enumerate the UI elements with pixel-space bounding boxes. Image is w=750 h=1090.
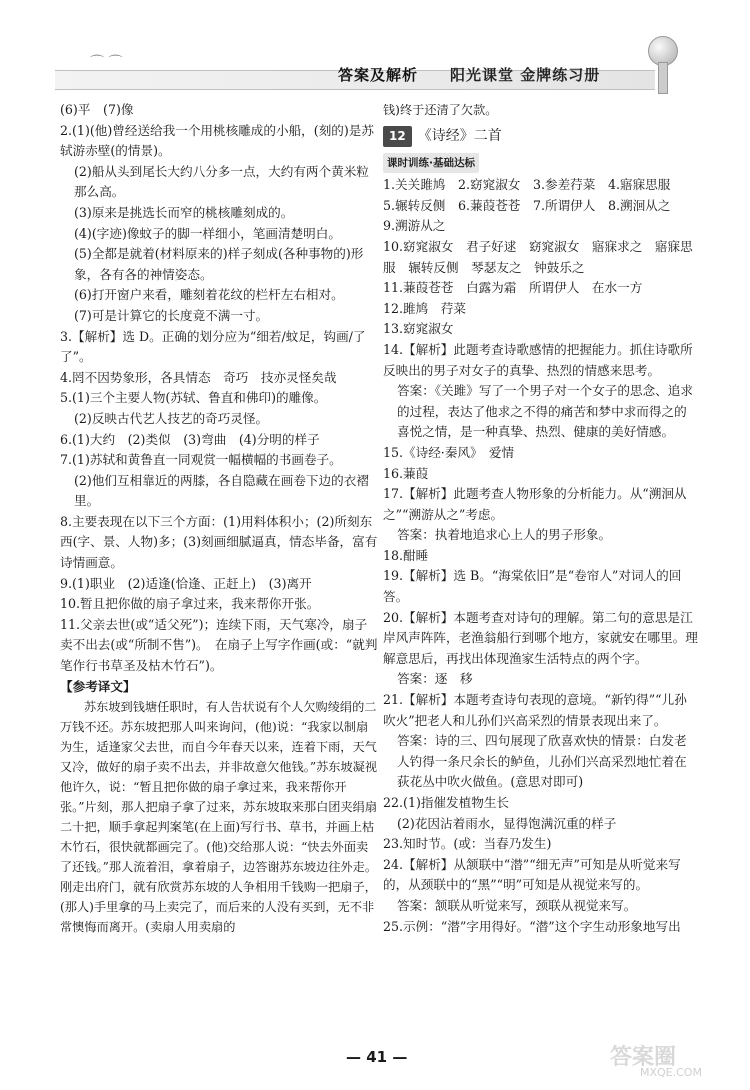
answer-line: 4.罔不因势象形，各具情态 奇巧 技亦灵怪矣哉 xyxy=(60,369,337,385)
answer-line: 18.酣睡 xyxy=(383,547,429,563)
header-brand: 阳光课堂 金牌练习册 xyxy=(450,66,601,84)
answer-line: (2)反映古代艺人技艺的奇巧灵怪。 xyxy=(74,410,269,426)
answer-line: 24.【解析】从颔联中“潜”“细无声”可知是从听觉来写的，从颈联中的“黑”“明”可知是从视觉来写的。 xyxy=(383,856,681,893)
answer-line: 21.【解析】本题考查诗句表现的意境。“新钓得”“儿孙吹火”把老人和儿孙们兴高采烈的情景表现出来了。 xyxy=(383,692,687,728)
answer-line: 答案：《关雎》写了一个男子对一个女子的思念、追求的过程，表达了他求之不得的痛苦和梦中求而得之的喜悦之情，是一种真挚、热烈、健康的美好情感。 xyxy=(397,383,693,440)
answer-line: 14.【解析】此题考查诗歌感情的把握能力。抓住诗歌所反映出的男子对女子的真挚、热烈的情感来思考。 xyxy=(383,341,693,378)
right-column xyxy=(383,100,698,937)
answer-line: (2)船从头到尾长大约八分多一点，大约有两个黄米粒那么高。 xyxy=(74,163,369,200)
answer-line: 20.【解析】本题考查对诗句的理解。第二句的意思是江岸风声阵阵，老渔翁船行到哪个地方，家就安在哪里。理解意思后，再找出体现渔家生活特点的两个字。 xyxy=(383,609,698,666)
answer-line: 15.《诗经·秦风》 爱情 xyxy=(383,444,515,460)
answer-line: 5.(1)三个主要人物(苏轼、鲁直和佛印)的雕像。 xyxy=(60,390,327,406)
answer-line: 12.雎鸠 荇菜 xyxy=(383,300,466,316)
answer-line: 10.暂且把你做的扇子拿过来，我来帮你开张。 xyxy=(60,596,320,612)
answer-line: (2)他们互相靠近的两膝，各自隐藏在画卷下边的衣褶里。 xyxy=(74,472,369,509)
answer-line: 6.(1)大约 (2)类似 (3)弯曲 (4)分明的样子 xyxy=(60,431,320,447)
answer-line: 22.(1)指催发植物生长 xyxy=(383,795,510,810)
answer-line: 23.知时节。(或：当春乃发生) xyxy=(383,836,552,852)
answer-line: 答案：诗的三、四句展现了欣喜欢快的情景：白发老人钓得一条尺余长的鲈鱼，儿孙们兴高采烈地忙着在荻花丛中吹火做鱼。(意思对即可) xyxy=(397,733,687,790)
page-number: — 41 — xyxy=(346,1048,408,1066)
section-header xyxy=(383,126,698,147)
answer-line: 答案：颔联从听觉来写，颈联从视觉来写。 xyxy=(397,897,637,913)
answer-line: 8.主要表现在以下三个方面：(1)用料体积小；(2)所刻东西(字、景、人物)多；(3)刻画细腻逼真，情态毕备，富有诗情画意。 xyxy=(60,513,378,571)
answer-line: 5.辗转反侧 6.蒹葭苍苍 7.所谓伊人 8.溯洄从之 xyxy=(383,197,671,213)
answer-line: 13.窈窕淑女 xyxy=(383,321,454,337)
answer-line: (4)(字迹)像蚊子的脚一样细小，笔画清楚明白。 xyxy=(74,225,341,241)
lamp-post-icon xyxy=(658,62,668,94)
answer-line: (6)平 (7)像 xyxy=(60,102,134,117)
page-header xyxy=(0,0,750,100)
answer-line: (3)原来是挑选长而窄的桃核雕刻成的。 xyxy=(74,204,294,220)
answer-line: 9.(1)职业 (2)适逢(恰逢、正赶上) (3)离开 xyxy=(60,575,312,591)
answer-line: 3.【解析】选 D。正确的划分应为“细若/蚊足，钩画/了了”。 xyxy=(60,328,366,365)
translation-text: 苏东坡到钱塘任职时，有人告状说有个人欠购绫绢的二万钱不还。苏东坡把那人叫来询问，(他)说：“我家以制扇为生，适逢家父去世，而自今年春天以来，连着下雨，天气又冷，做好的扇子卖不出去，并非故意欠他钱。”苏东坡凝视他许久，说：“暂且把你做的扇子拿过来，我来帮你开张。”片刻，那人把扇子拿了过来，苏东坡取来那白团夹绢扇二十把，顺手拿起判案笔(在上面)写行书、草书，并画上枯木竹石，很快就都画完了。(他)交给那人说：“快去外面卖了还钱。”那人流着泪，拿着扇子，边答谢苏东坡边往外走。刚走出府门，就有欣赏苏东坡的人争相用千钱购一把扇子，(那人)手里拿的马上卖完了，而后来的人没有买到，无不非常懊悔而离开。(卖扇人用卖扇的 xyxy=(60,700,378,935)
translation-heading: 【参考译文】 xyxy=(60,678,136,694)
translation-continued: 钱)终于还清了欠款。 xyxy=(383,103,498,117)
answer-line: 1.关关雎鸠 2.窈窕淑女 3.参差荇菜 4.寤寐思服 xyxy=(383,177,671,193)
section-title: 《诗经》二首 xyxy=(417,128,502,144)
header-title: 答案及解析 xyxy=(338,66,419,84)
answer-line: 19.【解析】选 B。“海棠依旧”是“卷帘人”对词人的回答。 xyxy=(383,568,682,605)
answer-line: 10.窈窕淑女 君子好逑 窈窕淑女 寤寐求之 寤寐思服 辗转反侧 琴瑟友之 钟鼓乐之 xyxy=(383,238,693,275)
section-number: 12 xyxy=(383,126,412,147)
answer-line: 答案：执着地追求心上人的男子形象。 xyxy=(397,527,612,543)
answer-line: 25.示例：“潜”字用得好。“潜”这个字生动形象地写出 xyxy=(383,918,681,934)
left-column xyxy=(60,100,378,937)
birds-icon: ⌒ ⌒ xyxy=(90,55,123,71)
answer-line: (6)打开窗户来看，雕刻着花纹的栏杆左右相对。 xyxy=(74,287,344,303)
answer-line: 11.父亲去世(或“适父死”)；连续下雨，天气寒冷，扇子卖不出去(或“所制不售”)。 在扇子上写字作画(或：“就判笔作行书草圣及枯木竹石”)。 xyxy=(60,616,378,674)
practice-badge: 课时训练·基础达标 xyxy=(383,153,479,174)
answer-line: (7)可是计算它的长度竟不满一寸。 xyxy=(74,307,269,323)
watermark-url: MXQE.COM xyxy=(640,1066,702,1079)
answer-line: 答案：逐 移 xyxy=(397,671,473,687)
answer-line: 2.(1)(他)曾经送给我一个用桃核雕成的小船，(刻的)是苏轼游赤壁(的情景)。 xyxy=(60,122,374,159)
watermark-logo: 答案圈 xyxy=(610,1045,677,1070)
answer-line: 11.蒹葭苍苍 白露为霜 所谓伊人 在水一方 xyxy=(383,280,643,296)
answer-line: (5)全都是就着(材料原来的)样子刻成(各种事物的)形象，各有各的神情姿态。 xyxy=(74,246,364,282)
answer-line: 16.蒹葭 xyxy=(383,465,429,481)
answer-line: 7.(1)苏轼和黄鲁直一同观赏一幅横幅的书画卷子。 xyxy=(60,452,342,468)
answer-line: 17.【解析】此题考查人物形象的分析能力。从“溯洄从之”“溯游从之”考虑。 xyxy=(383,486,687,522)
answer-line: (2)花因沾着雨水，显得饱满沉重的样子 xyxy=(397,815,617,831)
answer-line: 9.溯游从之 xyxy=(383,218,446,234)
